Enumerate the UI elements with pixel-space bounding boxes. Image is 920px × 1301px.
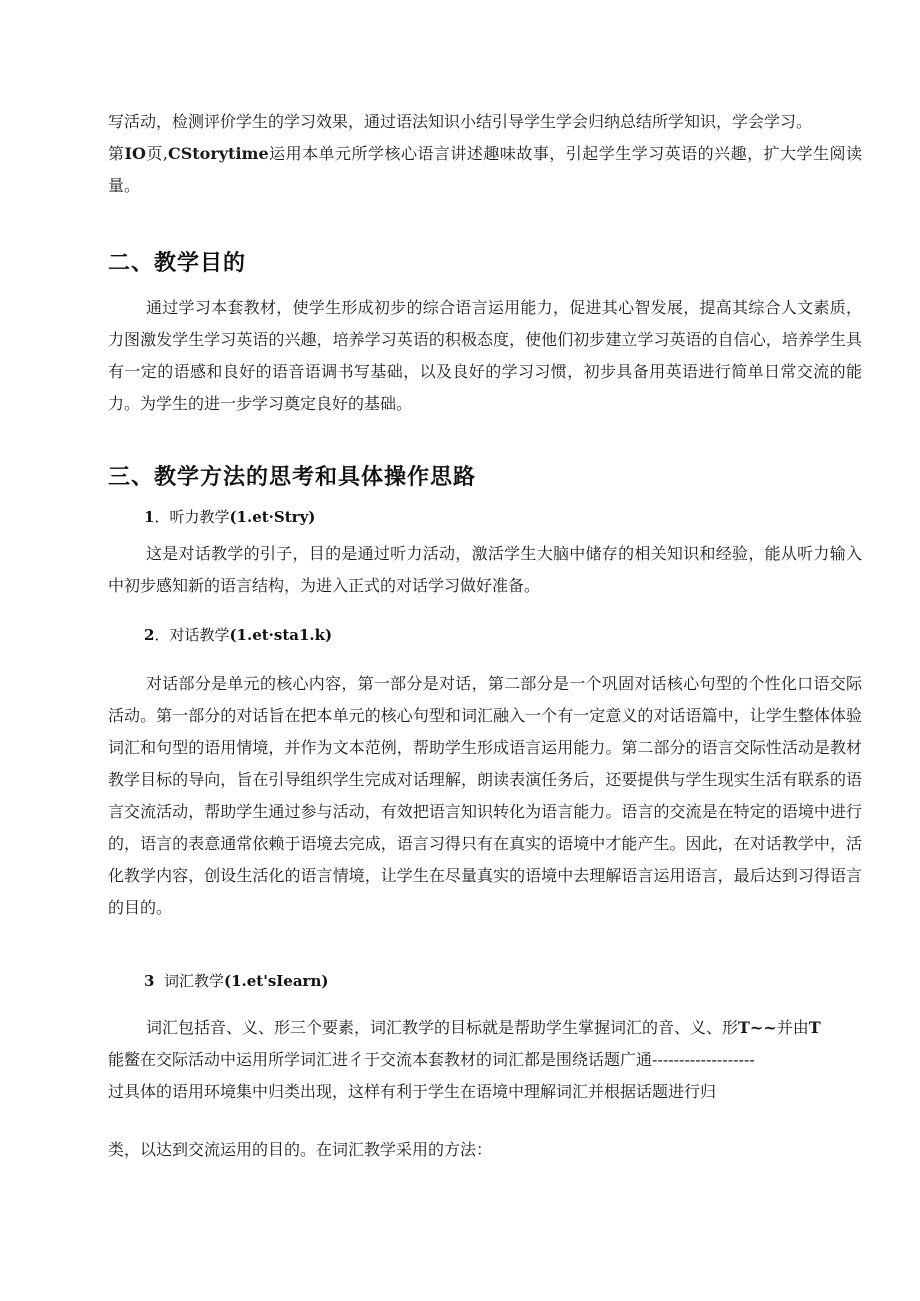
item-3-line-1: 词汇包括音、义、形三个要素，词汇教学的目标就是帮助学生掌握词汇的音、义、形 (146, 1018, 739, 1037)
item-2-number: 2 (144, 626, 155, 644)
page-number-ref: IO (124, 144, 146, 163)
item-1-title (144, 506, 315, 528)
section-3-heading: 三、教学方法的思考和具体操作思路 (108, 465, 477, 490)
item-2-body: 对话部分是单元的核心内容，第一部分是对话，第二部分是一个巩固对话核心句型的个性化口语交际活动。第一部分的对话旨在把本单元的核心句型和词汇融入一个有一定意义的对话语篇中，让学生整体体验词汇和句型的语用情境，并作为文本范例，帮助学生形成语言运用能力。第二部分的语言交际性活动是教材教学目标的导向，旨在引导组织学生完成对话理解，朗读表演任务后，还要提供与学生现实生活有联系的语言交流活动，帮助学生通过参与活动，有效把语言知识转化为语言能力。语言的交流是在特定的语境中进行的，语言的表意通常依赖于语境去完成，语言习得只有在真实的语境中才能产生。因此，在对话教学中，活化教学内容，创设生活化的语言情境，让学生在尽量真实的语境中去理解语言运用语言，最后达到习得语言的目的。 (108, 674, 862, 917)
intro-line-2-text: 运用本单元所学核心语言讲述趣味故事，引起学生学习英语的兴趣，扩大学生阅读量。 (108, 144, 862, 195)
item-2-title (144, 624, 332, 646)
item-3-body (108, 1012, 862, 1108)
item-3-number: 3 (144, 972, 155, 990)
intro-line-1: 写活动，检测评价学生的学习效果，通过语法知识小结引导学生学会归纳总结所学知识，学会学习。 (108, 112, 813, 131)
intro-line-2-prefix: 第 (108, 144, 125, 163)
item-3-line-4: 类，以达到交流运用的目的。在词汇教学采用的方法： (108, 1140, 493, 1159)
section-2-body: 通过学习本套教材，使学生形成初步的综合语言运用能力，促进其心智发展，提高其综合人文素质，力图激发学生学习英语的兴趣，培养学习英语的积极态度，使他们初步建立学习英语的自信心，培养学生具有一定的语感和良好的语音语调书写基础，以及良好的学习习惯，初步具备用英语进行简单日常交流的能力。为学生的进一步学习奠定良好的基础。 (108, 298, 862, 413)
storytime-ref: CStorytime (167, 144, 269, 163)
intro-line-2-page: 页, (145, 144, 168, 163)
item-3-title (144, 970, 328, 992)
item-1-number: 1 (144, 508, 155, 526)
intro-paragraph (108, 106, 862, 202)
item-1-body: 这是对话教学的引子，目的是通过听力活动，激活学生大脑中储存的相关知识和经验，能从听力输入中初步感知新的语言结构，为进入正式的对话学习做好准备。 (108, 544, 862, 595)
item-3-line-3: 过具体的语用环境集中归类出现，这样有利于学生在语境中理解词汇并根据话题进行归 (108, 1082, 717, 1101)
item-3-line-1-end: T (808, 1018, 821, 1037)
item-3-label: 词汇教学 (163, 972, 224, 990)
item-3-english: (1.et'sIearn) (224, 972, 329, 990)
item-3-line-1-mid: 并由 (776, 1018, 809, 1037)
item-3-line-1-symbol: T~~ (738, 1018, 777, 1037)
item-2-label: ．对话教学 (154, 626, 230, 644)
item-1-english: (1.et·Stry) (229, 508, 316, 526)
section-2-heading: 二、教学目的 (108, 251, 247, 276)
item-1-label: ．听力教学 (154, 508, 230, 526)
item-2-english: (1.et·sta1.k) (229, 626, 333, 644)
item-3-line-2: 能鳖在交际活动中运用所学词汇进彳于交流本套教材的词汇都是围绕话题广通------------------- (108, 1050, 755, 1069)
